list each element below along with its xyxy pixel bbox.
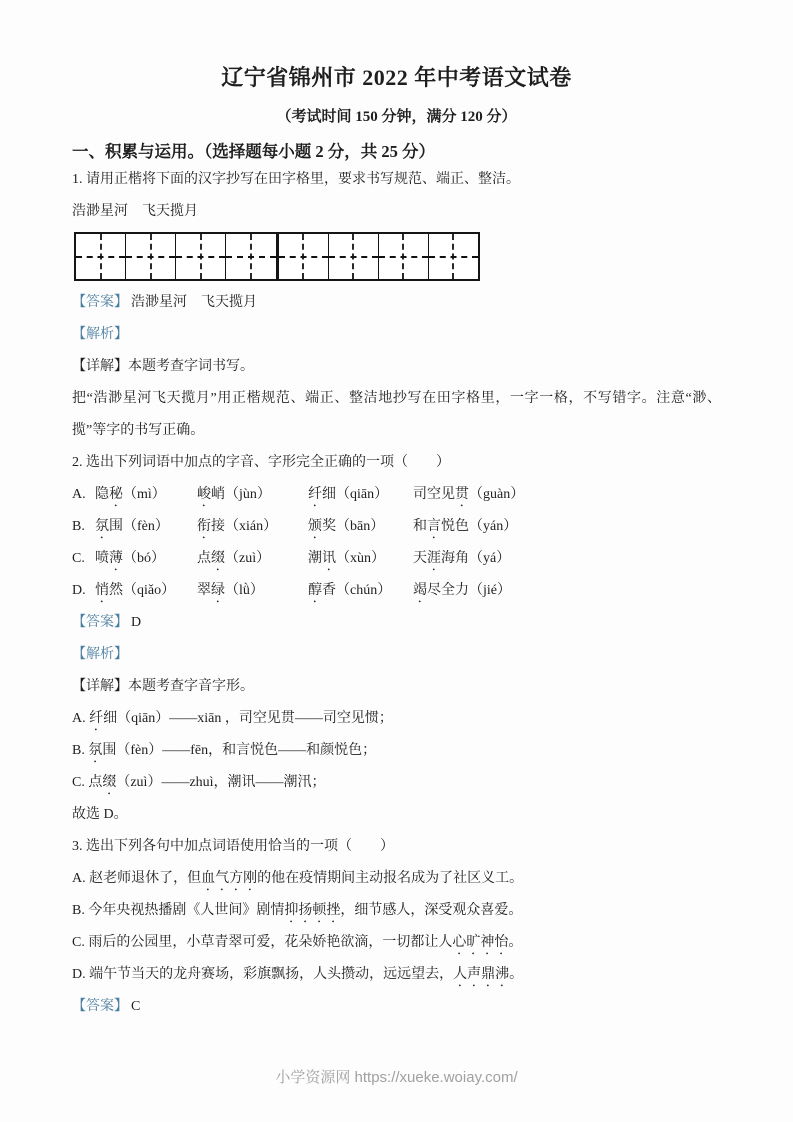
q2-option-d <box>72 575 721 607</box>
q2-a-word-2: 峻峭（jùn） <box>197 487 271 502</box>
q1-answer-value: 浩渺星河 飞天揽月 <box>131 295 257 310</box>
q2-d-word-1: 悄然（qiǎo） <box>95 583 176 598</box>
q2-b-word-1: 氛围（fèn） <box>95 519 169 534</box>
writing-grid <box>74 232 480 281</box>
grid-cell <box>379 234 429 279</box>
q2-d-word-3: 醇香（chún） <box>308 583 392 598</box>
q2-c-word-3: 潮讯（xùn） <box>308 551 385 566</box>
q2-a-word-4: 司空见贯（guàn） <box>413 487 525 502</box>
page-title: 辽宁省锦州市 2022 年中考语文试卷 <box>221 65 572 90</box>
q2-answer-line <box>72 607 721 639</box>
q2-detail-intro-line <box>72 671 721 703</box>
q3-answer-line <box>72 991 721 1023</box>
q2-answer-value: D <box>131 615 142 630</box>
grid-cell <box>429 234 478 279</box>
q3-answer-value: C <box>131 999 141 1014</box>
grid-cell <box>176 234 226 279</box>
option-label: C. <box>72 551 85 566</box>
option-label: D. <box>72 583 86 598</box>
grid-cell <box>76 234 126 279</box>
q2-d-word-4: 竭尽全力（jié） <box>413 583 511 598</box>
q3-option-b: B. 今年央视热播剧《人世间》剧情抑扬顿挫，细节感人，深受观众喜爱。 <box>72 903 523 918</box>
site-watermark: 小学资源网 https://xueke.woiay.com/ <box>275 1069 518 1086</box>
grid-cell <box>126 234 176 279</box>
q1-answer-line <box>72 287 721 319</box>
q1-analysis-line <box>72 319 721 351</box>
grid-cell <box>329 234 379 279</box>
option-label: B. <box>72 519 85 534</box>
answer-label: 【答案】 <box>72 615 128 630</box>
q1-stem: 1. 请用正楷将下面的汉字抄写在田字格里，要求书写规范、端正、整洁。 <box>72 172 520 187</box>
q3-option-d: D. 端午节当天的龙舟赛场，彩旗飘扬，人头攒动，远远望去，人声鼎沸。 <box>72 967 524 982</box>
q2-a-word-3: 纤细（qiān） <box>308 487 389 502</box>
section-1-heading: 一、积累与运用。（选择题每小题 2 分，共 25 分） <box>72 142 435 161</box>
q1-detail-intro: 本题考查字词书写。 <box>128 359 254 374</box>
q2-explain-a: A. 纤细（qiān）——xiān ，司空见贯——司空见惯； <box>72 711 393 726</box>
grid-cell <box>279 234 329 279</box>
q2-option-b <box>72 511 721 543</box>
grid-cell <box>226 234 278 279</box>
q2-analysis-line <box>72 639 721 671</box>
q3-stem: 3. 选出下列各句中加点词语使用恰当的一项（ ） <box>72 839 394 854</box>
detail-label: 【详解】 <box>72 679 128 694</box>
q2-explain-b: B. 氛围（fèn）——fēn，和言悦色——和颜悦色； <box>72 743 377 758</box>
q3-option-a: A. 赵老师退休了，但血气方刚的他在疫情期间主动报名成为了社区义工。 <box>72 871 524 886</box>
q2-b-word-4: 和言悦色（yán） <box>413 519 518 534</box>
q2-conclusion: 故选 D。 <box>72 807 128 822</box>
analysis-label: 【解析】 <box>72 327 128 342</box>
q1-phrase: 浩渺星河 飞天揽月 <box>72 204 198 219</box>
q2-stem: 2. 选出下列词语中加点的字音、字形完全正确的一项（ ） <box>72 455 450 470</box>
exam-time-score-subtitle: （考试时间 150 分钟，满分 120 分） <box>276 109 517 125</box>
q2-option-c <box>72 543 721 575</box>
q1-detail-intro-line <box>72 351 721 383</box>
q2-d-word-2: 翠绿（lǜ） <box>197 583 264 598</box>
q3-option-c: C. 雨后的公园里，小草青翠可爱，花朵娇艳欲滴，一切都让人心旷神怡。 <box>72 935 523 950</box>
q2-option-a <box>72 479 721 511</box>
q2-c-word-2: 点缀（zuì） <box>197 551 271 566</box>
q2-b-word-2: 衔接（xián） <box>197 519 278 534</box>
q2-explain-c: C. 点缀（zuì）——zhuì，潮讯——潮汛； <box>72 775 326 790</box>
q2-c-word-4: 天涯海角（yá） <box>413 551 511 566</box>
answer-label: 【答案】 <box>72 999 128 1014</box>
answer-label: 【答案】 <box>72 295 128 310</box>
q1-detail-body: 把“浩渺星河飞天揽月”用正楷规范、端正、整洁地抄写在田字格里，一字一格，不写错字。注意“渺、揽”等字的书写正确。 <box>72 391 721 438</box>
q2-c-word-1: 喷薄（bó） <box>95 551 165 566</box>
analysis-label: 【解析】 <box>72 647 128 662</box>
option-label: A. <box>72 487 86 502</box>
q2-a-word-1: 隐秘（mì） <box>95 487 166 502</box>
q2-b-word-3: 颁奖（bān） <box>308 519 385 534</box>
detail-label: 【详解】 <box>72 359 128 374</box>
q2-detail-intro: 本题考查字音字形。 <box>128 679 254 694</box>
